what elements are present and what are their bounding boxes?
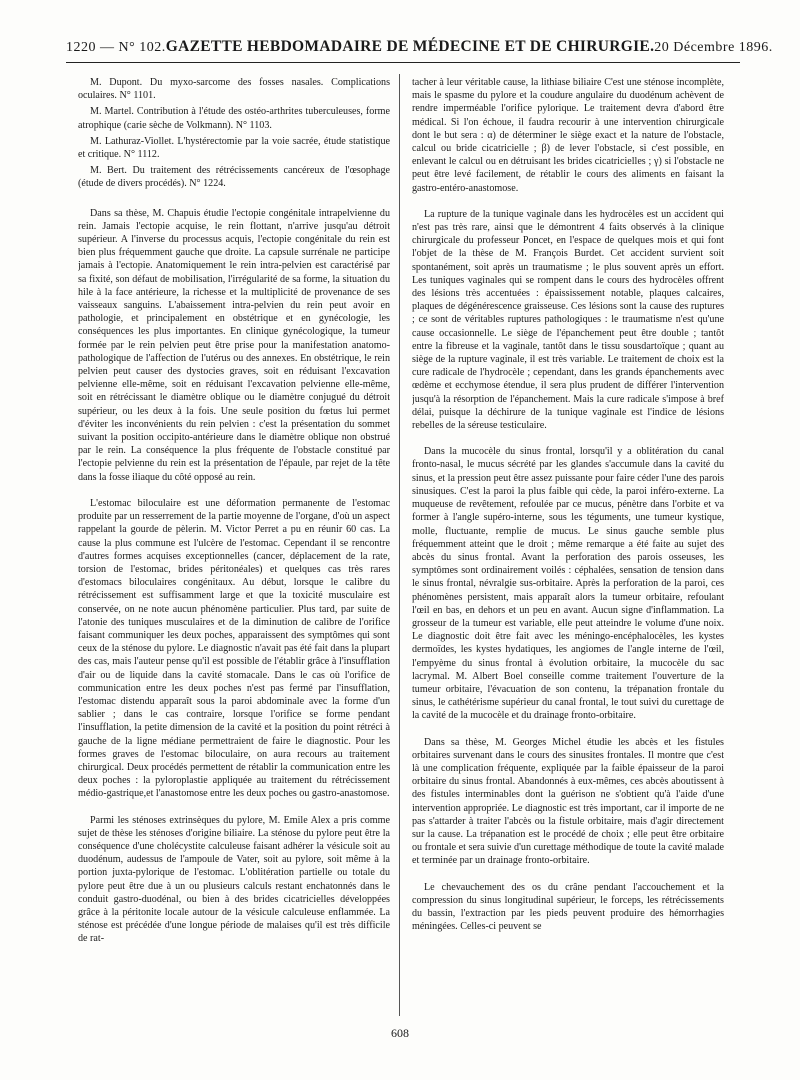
column-divider	[399, 74, 400, 1016]
right-column	[412, 76, 724, 1016]
article-paragraph: tacher à leur véritable cause, la lithiase biliaire C'est une sténose incomplète, mais le spasme du pylore et la coudure angulaire du duodénum achèvent de rendre imperméable l'orifice pylorique. Le traitement devra d'abord être médical. Si l'on échoue, il faudra recourir à une intervention chirurgicale dont le but sera : α) de déterminer le siège exact et la nature de l'obstacle, calcul ou bride cicatricielle ; β) de lever l'obstacle, si c'est possible, en enlevant le calcul ou en détruisant les brides cicatricielles ; γ) si l'obstacle ne peut être levé facilement, de rétablir le cours des aliments en faisant la gastro-entéro-anastomose.	[412, 77, 724, 194]
article-paragraph: Le chevauchement des os du crâne pendant l'accouchement et la compression du sinus longitudinal supérieur, le forceps, les rétrécissements du bassin, l'extraction par les pieds peuvent produire des hémorrhagies méningées. Celles-ci peuvent se	[412, 881, 724, 933]
thesis-reference: M. Bert. Du traitement des rétrécissements cancéreux de l'œsophage (étude de divers procédés). N° 1224.	[78, 165, 390, 190]
left-column	[78, 76, 390, 1016]
issue-date: 20 Décembre 1896.	[654, 40, 773, 55]
article-paragraph: La rupture de la tunique vaginale dans les hydrocèles est un accident qui n'est pas très rare, ainsi que le démontrent 4 faits observés à la clinique chirurgicale du professeur Poncet, en l'espace de quelques mois et qui font l'objet de la thèse de M. François Burdet. Cet accident survient soit spontanément, soit après un traumatisme ; le plus souvent après un effort. Les tuniques vaginales qui se rompent dans le cours des hydrocèles offrent des lésions très accentuées : épaississement notable, plaques calcaires, plaques de dégénérescence graisseuse. Ces lésions sont la cause des ruptures ; ce sont de véritables ruptures pathologiques : le traumatisme n'est qu'une cause occasionnelle. Le siège de l'épanchement peut être double ; tantôt entre la fibreuse et la vaginale, tantôt dans le tissu sousdartoïque ; quant au siège de la rupture vaginale, il est très variable. Le traitement de choix est la cure radicale de l'hydrocèle ; cependant, dans les grands épanchements avec œdème et ecchymose étendue, il sera plus prudent de différer l'intervention jusqu'à la résorption de l'épanchement. Mais la cure radicale s'impose à bref délai, puisque la déchirure de la tunique vaginale est l'indice de lésions rebelles de la séreuse testiculaire.	[412, 208, 724, 432]
thesis-reference: M. Martel. Contribution à l'étude des ostéo-arthrites tuberculeuses, forme atrophique (carie sèche de Volkmann). N° 1103.	[78, 106, 390, 131]
thesis-reference: M. Lathuraz-Viollet. L'hystérectomie par la voie sacrée, étude statistique et critique. N° 1112.	[78, 135, 390, 161]
article-paragraph: Dans sa thèse, M. Chapuis étudie l'ectopie congénitale intrapelvienne du rein. Jamais l'ectopie acquise, le rein flottant, n'arrive jusqu'au détroit supérieur. A l'inverse du processus acquis, l'ectopie congénitale du rein est bien plus fréquemment gauche que droite. La capsule surrénale ne participe jamais à l'ectopie. Anatomiquement le rein intra-pelvien est caractérisé par sa fixité, son défaut de mobilisation, l'irrégularité de sa forme, la situation du hile à la face antérieure, la richesse et la multiplicité de provenance de ses vaisseaux sanguins. L'abaissement intra-pelvien du rein peut avoir en pathologie, et principalement en obstétrique et en gynécologie, les conséquences les plus importantes. En clinique gynécologique, la tumeur formée par le rein pelvien peut être prise pour la manifestation anatomo-pathologique de l'affection de l'utérus ou des annexes. En obstétrique, le rein pelvien peut causer des dystocies graves, soit en réduisant l'excavation pelvienne elle-même, soit en réduisant l'excavation pelvienne elle-même, soit en rétrécissant le diamètre oblique ou le diamètre conjugué du détroit supérieur, ou les deux à la fois. Une seule position du fœtus lui permet d'éviter les inconvénients du rein pelvien : c'est la présentation du sommet suivant la position occipito-antérieure dans le diamètre oblique non obstrué par le rein. La conséquence la plus fréquente de l'obstacle constitué par l'ectopie pelvienne du rein est la présentation de l'épaule, par rejet de la tête dans la fosse iliaque du côté opposé au rein.	[78, 207, 390, 483]
page-number: 608	[391, 1026, 409, 1040]
issue-number: 1220 — N° 102.	[66, 40, 166, 55]
running-header	[66, 38, 773, 60]
article-paragraph: L'estomac biloculaire est une déformation permanente de l'estomac produite par un resserrement de la partie moyenne de l'organe, d'où un aspect rappelant la gourde de pèlerin. M. Victor Perret a pu en réunir 60 cas. La cause la plus commune est l'ulcère de l'estomac. Cependant il se rencontre d'autres formes acquises exceptionnelles (cancer, déplacement de la rate, torsion de l'estomac, brides péritonéales) et quelques cas très rares d'estomacs biloculaires congénitaux. Au début, lorsque le calibre du rétrécissement est suffisamment large et que la toxicité musculaire est conservée, on ne note aucun phénomène particulier. Plus tard, par suite de l'atonie des tuniques musculaires et de la diminution de calibre de l'orifice faisant communiquer les deux poches, apparaissent des symptômes qui sont ceux de la sténose du pylore. Le diagnostic n'avait pas été fait dans la plupart des cas, mais l'auteur pense qu'il est possible de l'établir grâce à l'insufflation d'air ou de liquide dans la cavité stomacale. Dans le cas où l'orifice de communication entre les deux poches n'est pas fermé par l'insufflation, l'estomac distendu apparaît sous la paroi abdominale avec la forme d'un sablier ; dans le cas contraire, lorsque l'orifice se forme pendant l'insufflation, la petite dimension de la cavité et la position du point rétréci à gauche de la ligne médiane permettraient de faire le diagnostic. Pour les formes graves de l'estomac biloculaire, on aura recours au traitement chirurgical. Deux procédés permettent de rétablir la communication entre les deux poches : la pyloroplastie appliquée au traitement du rétrécissement médio-gastrique,et l'anastomose entre les deux poches ou gastro-anastomose.	[78, 497, 390, 800]
journal-title: GAZETTE HEBDOMADAIRE DE MÉDECINE ET DE CHIRURGIE.	[165, 38, 655, 55]
header-rule	[66, 62, 740, 63]
article-paragraph: Dans la mucocèle du sinus frontal, lorsqu'il y a oblitération du canal fronto-nasal, le mucus sécrété par les glandes s'accumule dans la cavité du sinus, et la pression peut être assez puissante pour faire céder l'une des parois sinusiques. C'est la paroi la plus faible qui cède, la paroi inféro-externe. La muqueuse de revêtement, refoulée par ce mucus, pénètre dans l'orbite et va former à l'angle supéro-interne, sous les téguments, une tumeur kystique, molle, fluctuante, remplie de mucus. Le sinus gauche semble plus fréquemment atteint que le droit ; même remarque a été faite au sujet des abcès du sinus frontal. Avant la perforation des parois osseuses, les symptômes sont ordinairement voilés : céphalées, sensation de tension dans le sinus frontal, névralgie sus-orbitaire. Après la perforation de la paroi, ces phénomènes persistent, mais apparaît alors la tumeur orbitaire, refoulant l'œil en bas, en dehors et un peu en avant. Aucun signe d'inflammation. La grosseur de la tumeur est variable, elle peut atteindre le volume d'une noix. Le diagnostic doit être fait avec les méningo-encéphalocèles, les kystes dermoïdes, les kystes hydatiques, les angiomes de l'angle interne de l'œil, l'empyème du sinus frontal à évolution orbitaire, la mucocèle du sac lacrymal. M. Albert Boel conseille comme traitement l'ouverture de la tumeur orbitaire, l'évacuation de son contenu, la trépanation frontale du sinus, le cathétérisme supérieur du canal frontal, le tout suivi du curettage de la cavité de la mucocèle et du drainage fronto-orbitaire.	[412, 446, 724, 722]
thesis-reference: M. Dupont. Du myxo-sarcome des fosses nasales. Complications oculaires. N° 1101.	[78, 77, 390, 102]
article-paragraph: Dans sa thèse, M. Georges Michel étudie les abcès et les fistules orbitaires survenant dans le cours des sinusites frontales. Il montre que c'est là une complication fréquente, expliquée par la faible épaisseur de la paroi orbitaire du sinus frontal. Abandonnés à eux-mêmes, ces abcès aboutissent à des fistules interminables dont la guérison ne s'obtient qu'à l'aide d'une intervention appropriée. Le diagnostic est très important, car il importe de ne pas s'attarder à traiter l'abcès ou la fistule orbitaire, mais d'agir directement sur la cause. La trépanation est le procédé de choix ; elle peut être orbitaire ou frontale et sera suivie d'un curettage méthodique de toute la cavité malade et terminée par un drainage fronto-orbitaire.	[412, 736, 724, 867]
article-paragraph: Parmi les sténoses extrinsèques du pylore, M. Emile Alex a pris comme sujet de thèse les sténoses d'origine biliaire. La sténose du pylore peut être la conséquence d'une cholécystite calculeuse faisant adhérer la vésicule soit au duodénum, audessus de l'ampoule de Vater, soit au pylore, soit même à la portion juxta-pylorique de l'estomac. L'oblitération partielle ou totale du pylore peut être due à un ou plusieurs calculs restant enchatonnés dans le conduit gastro-duodénal, ou bien à des brides cicatricielles développées grâce à la péritonite locale autour de la vésicule calculeuse enflammée. La sténose est précédée d'une longue période de malaises qu'il est très difficile de rat-	[78, 814, 390, 945]
